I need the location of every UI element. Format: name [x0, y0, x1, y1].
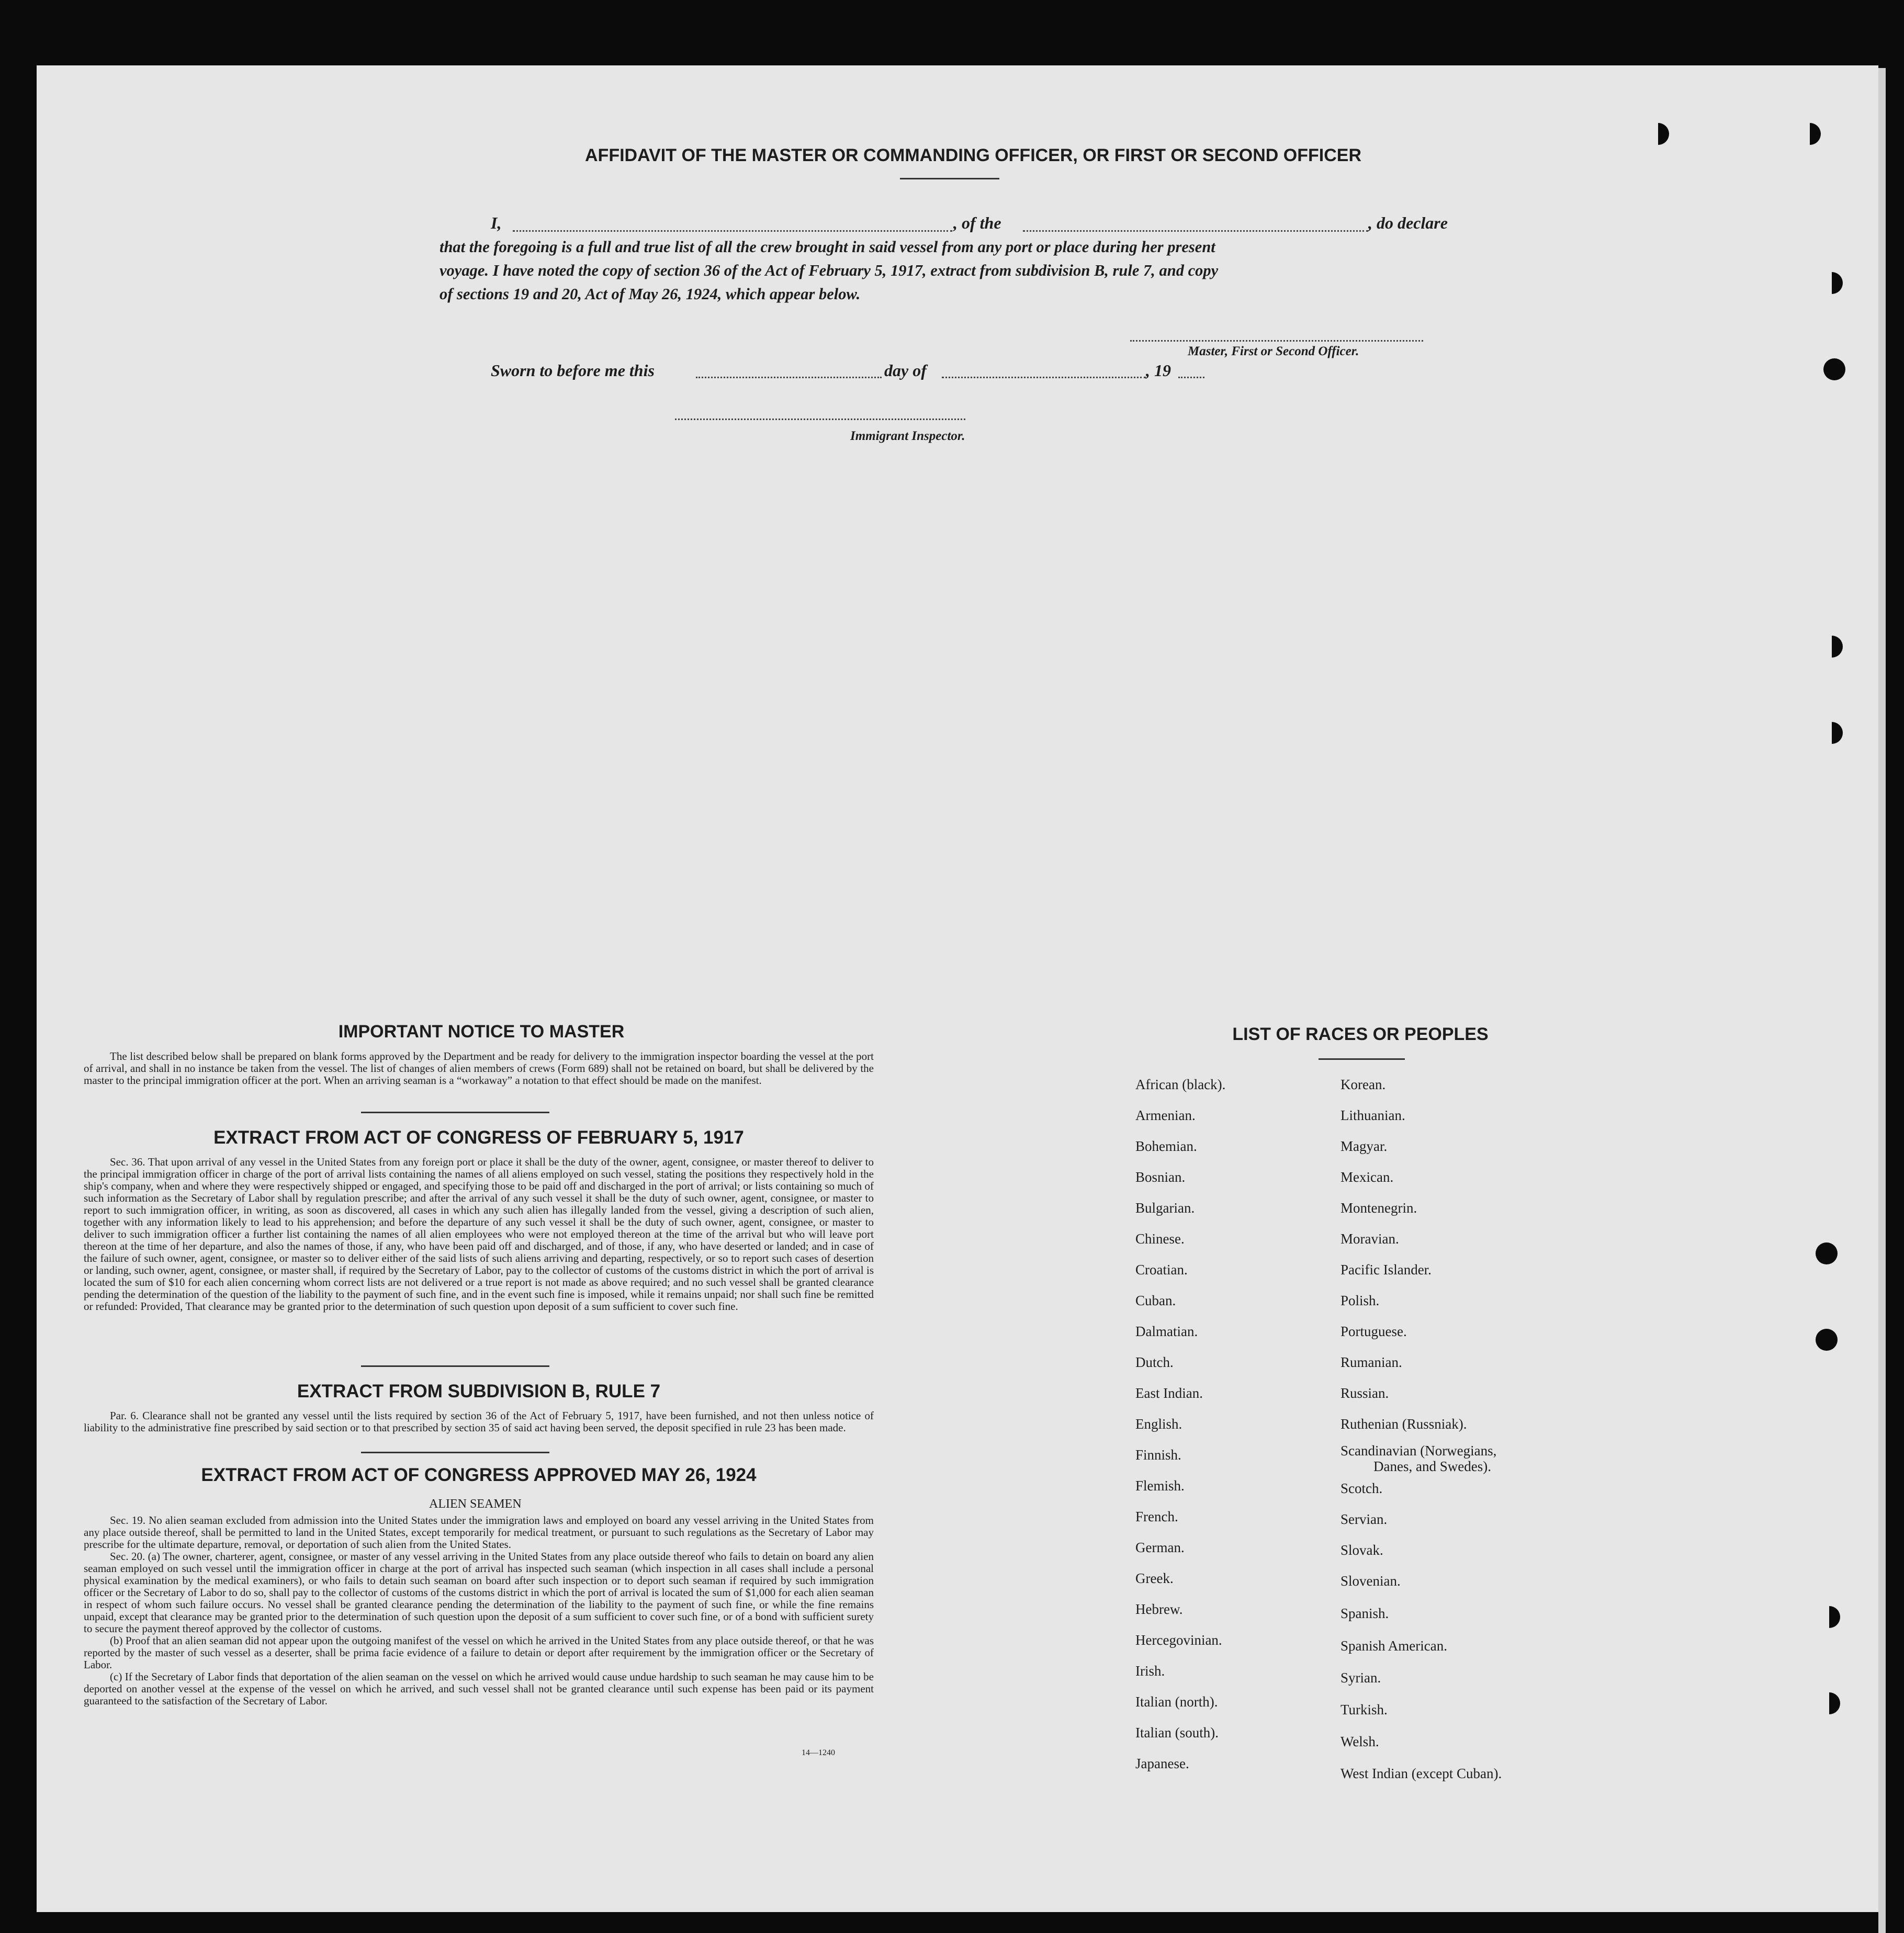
divider: [1319, 1058, 1405, 1060]
divider: [900, 178, 999, 179]
race-item: African (black).: [1135, 1077, 1226, 1092]
extract-rule7-title: EXTRACT FROM SUBDIVISION B, RULE 7: [297, 1381, 661, 1401]
sworn-year: , 19: [1146, 361, 1171, 380]
race-item: Finnish.: [1135, 1447, 1181, 1463]
race-item: Russian.: [1340, 1385, 1389, 1401]
race-item: Korean.: [1340, 1077, 1386, 1092]
race-item: Bulgarian.: [1135, 1200, 1195, 1216]
race-item: Greek.: [1135, 1570, 1174, 1586]
race-item: Scandinavian (Norwegians,: [1340, 1443, 1497, 1459]
race-item: Turkish.: [1340, 1702, 1388, 1717]
race-item: English.: [1135, 1416, 1182, 1432]
blank-day: [696, 377, 882, 378]
race-item: Slovak.: [1340, 1542, 1383, 1558]
alien-seamen-subtitle: ALIEN SEAMEN: [429, 1497, 522, 1511]
race-item: Hebrew.: [1135, 1601, 1183, 1617]
affidavit-line2: that the foregoing is a full and true list of all the crew brought in said vessel from any port or place during her present: [440, 238, 1215, 256]
extract-1924-text: Sec. 19. No alien seaman excluded from admission into the United States under the immigration laws and employed on board any vessel arriving in the United States from any place outside thereof, shall be permitted to land in the United States, except temporarily for medical treatment, or pursuant to such regulations as the Secretary of Labor may prescribe for the ultimate departure, removal, or deportation of such alien from the United States. Sec. 20. (a) The owner, charterer, agent, consignee, or master of any vessel arriving in the United States from any place outside thereof who fails to detain on board any alien seaman employed on such vessel until the immigration officer in charge at the port of arrival has inspected such seaman (which inspection in all cases shall include a personal physical examination by the medical examiners), or who fails to detain such seaman on board after such inspection or to deport such seaman if required by such immigration officer or the Secretary of Labor to do so, shall pay to the collector of customs of the customs district in which the port of arrival is located the sum of $1,000 for each alien seaman in respect of whom such failure occurs. No vessel shall be granted clearance pending the determination of the liability to the payment of such fine, or while the fine remains unpaid, except that clearance may be granted prior to the determination of such question upon the deposit of a sum sufficient to cover such fine, or of a bond with sufficient surety to secure the payment thereof approved by the collector of customs. (b) Proof that an alien seaman did not appear upon the outgoing manifest of the vessel on which he arrived in the United States from any place outside thereof, or that he was reported by the master of such vessel as a deserter, shall be prima facie evidence of a failure to detain or deport after requirement by the immigration officer or the Secretary of Labor. (c) If the Secretary of Labor finds that deportation of the alien seaman on the vessel on which he arrived would cause undue hardship to such seaman he may cause him to be deported on another vessel at the expense of the vessel on which he arrived, and such vessel shall not be granted clearance until such expense has been paid or its payment guaranteed to the satisfaction of the Secretary of Labor.: [84, 1514, 874, 1707]
race-item: Flemish.: [1135, 1478, 1185, 1494]
form-number: 14—1240: [802, 1748, 835, 1757]
notice-text: The list described below shall be prepared on blank forms approved by the Department and be ready for delivery to the immigration inspector boarding the vessel at the port of arrival, and shall in no instance be taken from the vessel. The list of changes of alien members of crews (Form 689) shall not be retained on board, but shall be delivered by the master to the principal immigration officer at the port. When an arriving seaman is a “workaway” a notation to that effect should be made on the manifest.: [84, 1050, 874, 1087]
punch-hole: [1821, 272, 1843, 294]
race-item: Lithuanian.: [1340, 1107, 1405, 1123]
race-item: Chinese.: [1135, 1231, 1185, 1247]
punch-hole: [1799, 123, 1821, 145]
race-item: West Indian (except Cuban).: [1340, 1766, 1502, 1781]
punch-hole: [1818, 1606, 1840, 1628]
punch-hole: [1816, 1242, 1838, 1264]
extract-1917-title: EXTRACT FROM ACT OF CONGRESS OF FEBRUARY 5, 1917: [213, 1127, 744, 1148]
sworn-text: Sworn to before me this: [491, 361, 655, 380]
race-item: East Indian.: [1135, 1385, 1203, 1401]
race-item: Welsh.: [1340, 1734, 1379, 1749]
punch-hole: [1818, 1692, 1840, 1714]
race-item: Italian (north).: [1135, 1694, 1218, 1710]
race-item: Syrian.: [1340, 1670, 1381, 1686]
race-item: Scotch.: [1340, 1480, 1383, 1496]
extract-1917-text: Sec. 36. That upon arrival of any vessel in the United States from any foreign port or place it shall be the duty of the owner, agent, consignee, or master thereof to deliver to the principal immigration officer in charge of the port of arrival lists containing the names of all aliens employed on such vessel, stating the positions they respectively hold in the ship's company, when and where they were respectively shipped or engaged, and specifying those to be paid off and discharged in the port of arrival; or lists containing so much of such information as the Secretary of Labor shall by regulation prescribe; and after the arrival of any such vessel it shall be the duty of such owner, agent, consignee, or master to report to such immigration officer, in writing, as soon as discovered, all cases in which any such alien has illegally landed from the vessel, giving a description of such alien, together with any information likely to lead to his apprehension; and before the departure of any such vessel it shall be the duty of such owner, agent, consignee, or master to deliver to such immigration officer a further list containing the names of all alien employees who were not employed thereon at the time of the arrival but who will leave port thereon at the time of her departure, and also the names of those, if any, who have been paid off and discharged, and of those, if any, who have deserted or landed; and in case of the failure of such owner, agent, consignee, or master so to deliver either of the said lists of such aliens arriving and departing, respectively, or so to report such cases of desertion or landing, such owner, agent, consignee, or master shall, if required by the Secretary of Labor, pay to the collector of customs of the customs district in which the port of arrival is located the sum of $10 for each alien concerning whom correct lists are not delivered or a true report is not made as above required; and no such vessel shall be granted clearance pending the determination of the question of the liability to the payment of such fine, and in the event such fine is imposed, while it remains unpaid; nor shall such fine be remitted or refunded: Provided, That clearance may be granted prior to the determination of such question upon deposit of a sum sufficient to cover such fine.: [84, 1156, 874, 1313]
race-item: Rumanian.: [1340, 1354, 1402, 1370]
punch-hole: [1821, 636, 1843, 658]
race-item: Mexican.: [1340, 1169, 1394, 1185]
paper-stack-edge: [1878, 68, 1886, 1933]
affidavit-line1-end: , do declare: [1368, 213, 1448, 232]
race-item: Portuguese.: [1340, 1324, 1407, 1339]
inspector-signature-line: [675, 419, 965, 420]
affidavit-line3: voyage. I have noted the copy of section 36 of the Act of February 5, 1917, extract from subdivision B, rule 7, and copy: [440, 262, 1219, 279]
race-item: Armenian.: [1135, 1107, 1196, 1123]
master-caption: Master, First or Second Officer.: [1188, 344, 1359, 358]
race-item: Cuban.: [1135, 1293, 1176, 1308]
race-item: Polish.: [1340, 1293, 1380, 1308]
race-item: Bohemian.: [1135, 1138, 1197, 1154]
race-item: Ruthenian (Russniak).: [1340, 1416, 1467, 1432]
affidavit-line4: of sections 19 and 20, Act of May 26, 1924, which appear below.: [440, 285, 861, 303]
blank-month: [942, 377, 1146, 378]
punch-hole: [1816, 1329, 1838, 1351]
race-item: Italian (south).: [1135, 1725, 1219, 1740]
race-item: French.: [1135, 1509, 1178, 1524]
blank-vessel: [1023, 230, 1368, 232]
race-item: Bosnian.: [1135, 1169, 1186, 1185]
race-item: Hercegovinian.: [1135, 1632, 1222, 1648]
punch-hole: [1647, 123, 1669, 145]
master-signature-line: [1130, 340, 1423, 342]
affidavit-title: AFFIDAVIT OF THE MASTER OR COMMANDING OFFICER, OR FIRST OR SECOND OFFICER: [585, 145, 1361, 165]
blank-name: [513, 230, 952, 232]
race-item: Slovenian.: [1340, 1573, 1401, 1589]
divider: [361, 1452, 549, 1453]
race-item: Croatian.: [1135, 1262, 1188, 1278]
races-title: LIST OF RACES OR PEOPLES: [1232, 1024, 1489, 1044]
race-item: Magyar.: [1340, 1138, 1388, 1154]
race-item-continued: Danes, and Swedes).: [1373, 1459, 1491, 1474]
inspector-caption: Immigrant Inspector.: [850, 429, 965, 443]
divider: [361, 1112, 549, 1113]
extract-rule7-text: Par. 6. Clearance shall not be granted any vessel until the lists required by section 36 of the Act of February 5, 1917, have been furnished, and not then unless notice of liability to the administrative fine prescribed by said section or to that prescribed by section 35 of said act having been served, the deposit specified in rule 23 has been made.: [84, 1409, 874, 1434]
race-item: Spanish.: [1340, 1606, 1389, 1621]
race-item: Dalmatian.: [1135, 1324, 1198, 1339]
divider: [361, 1365, 549, 1367]
race-item: Servian.: [1340, 1511, 1388, 1527]
punch-hole: [1823, 358, 1845, 380]
race-item: Montenegrin.: [1340, 1200, 1417, 1216]
race-item: Pacific Islander.: [1340, 1262, 1432, 1278]
race-item: Moravian.: [1340, 1231, 1399, 1247]
affidavit-line1-mid: , of the: [953, 213, 1001, 232]
sworn-day-of: day of: [884, 361, 927, 380]
race-item: Dutch.: [1135, 1354, 1174, 1370]
affidavit-line1-start: I,: [491, 213, 502, 232]
extract-1924-title: EXTRACT FROM ACT OF CONGRESS APPROVED MAY 26, 1924: [201, 1465, 757, 1485]
blank-year: [1178, 377, 1204, 378]
race-item: German.: [1135, 1540, 1185, 1555]
race-item: Spanish American.: [1340, 1638, 1447, 1654]
punch-hole: [1821, 722, 1843, 744]
notice-title: IMPORTANT NOTICE TO MASTER: [338, 1022, 625, 1042]
race-item: Japanese.: [1135, 1756, 1189, 1771]
race-item: Irish.: [1135, 1663, 1165, 1679]
